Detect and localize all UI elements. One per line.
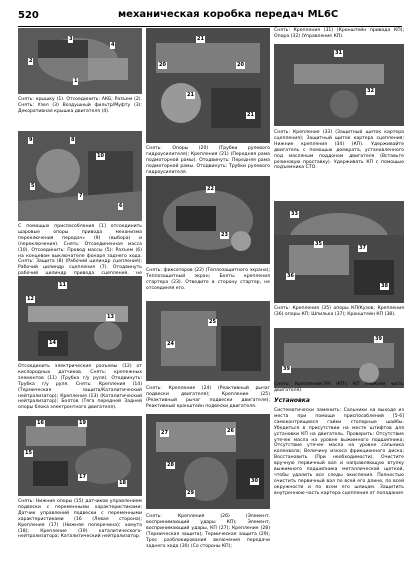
photo-7 xyxy=(146,301,270,381)
photo-label: 8 xyxy=(71,137,75,143)
photo-label: 30 xyxy=(251,478,258,484)
photo-label: 2 xyxy=(29,58,33,64)
photo-label: 14 xyxy=(49,340,56,346)
photo-label: 21 xyxy=(247,112,254,118)
photo-label: 39 xyxy=(375,336,382,342)
photo-label: 13 xyxy=(107,314,114,320)
photo-label: 23 xyxy=(221,232,228,238)
photo-label: 24 xyxy=(167,341,174,347)
photo-label: 5 xyxy=(31,183,35,189)
photo-9 xyxy=(274,44,404,126)
step-text: Отсоединить электрические разъемы (12) от кислородных датчиков. Снять: крепежных элементов (11) (Трубка г/у руля). Отодвинуть: Трубка г/у руля. Снять: Крепления (14) (Термическая защита/Каталитический нейтрализатор); Крепления (13) (Каталитический нейтрализатор); Болтов (Тяга передней Задней опоры блока электронтного двигателя). xyxy=(18,364,142,411)
photo-label: 27 xyxy=(161,430,168,436)
photo-label: 38 xyxy=(381,283,388,289)
page-title: механическая коробка передач ML6C xyxy=(118,9,339,20)
photo-label: 39 xyxy=(283,366,290,372)
photo-label: 31 xyxy=(335,50,342,56)
step-text: Снять: Опоры (20) (Трубки рулевого гидроусилителя); Крепления (21) (Передняя рама подмоторной рамы). Отодвинуть: Передняя рама подмоторной рамы. Отодвинуть: Трубки рулевого гидроусилителя. xyxy=(146,146,270,175)
photo-label: 4 xyxy=(111,42,115,48)
step-text: Снять: фиксаторов (22) (Теплозащитного экрана); Теплозащитный экран; Болты крепления стартера (23). Отведите в сторону стартер, не отсоединяя его. xyxy=(146,268,270,291)
photo-label: 21 xyxy=(197,36,204,42)
photo-label: 33 xyxy=(291,211,298,217)
photo-label: 21 xyxy=(187,92,194,98)
photo-label: 12 xyxy=(27,296,34,302)
step-text: Снять: Крепления (31) (Кронштейн привода КП); Опора (32) (Управление КП). xyxy=(274,28,404,39)
photo-4 xyxy=(18,416,142,496)
photo-label: 36 xyxy=(287,273,294,279)
photo-label: 6 xyxy=(119,203,123,209)
step-text: Снять: Крепления (26) (Элемент, воспринимающий удары КП); Элемент, воспринимающий удары, КП (27); Крепление (28) (Термическая защита); Термическая защита (29); Трос разблокирования включения передачи заднего хода (30) (Со стороны КП); xyxy=(146,514,270,549)
photo-label: 18 xyxy=(119,480,126,486)
photo-label: 1 xyxy=(74,78,78,84)
photo-label: 20 xyxy=(237,62,244,68)
photo-label: 11 xyxy=(59,282,66,288)
step-text: С помощью приспособления [1] отсоединить шаровые опоры привода механизма переключения передач» (9) (выбора) и (переключения). Снять: Отсоединенная масса (10). Отсоединить: Провод массы (5): Разъем (6) на концевом выключателе фонаря заднего хода. Снять: Защита (8) (Рабочий цилиндр сцепления); Рабочий цилиндр сцепления (7). Отодвинуть рабочий цилиндр привода сцепления, не xyxy=(18,224,142,277)
photo-5 xyxy=(146,28,270,143)
photo-3 xyxy=(18,276,142,361)
photo-2 xyxy=(18,131,142,221)
photo-label: 20 xyxy=(159,62,166,68)
step-text: Снять: крышку (1). Отсоединить: АКБ; Разъем (2). Снять: Узел (3) Воздушный фильтр/Муфту (3): Декоративная крышка двигателя (4). xyxy=(18,97,142,114)
photo-label: 9 xyxy=(29,137,33,143)
photo-label: 37 xyxy=(359,245,366,251)
photo-label: 3 xyxy=(69,36,73,42)
page-header xyxy=(18,6,402,27)
photo-8 xyxy=(146,414,270,509)
page-number: 520 xyxy=(18,10,39,21)
step-text: Систематически заменить: Сальники на выходе из места при помощи приспособлений [5-6] самоконтрящиеся гайки стопорные шайбы. Убедиться в присутствии на месте штифтов для установки КП на двигатель. Проверить: Отсутствие утечек масла на уровне выжимного подшипника; Отсутствие утечек масла на уровне сальника коленвала; Величину износа фрикционного диска; Восстановить (При необходимости). Очистите вручную первичный вал и направляющую втулку выжимного подшипника металлической щеткой, чтобы удалить все следы окисления. Полностью очистить первичный вал по всей его длине, по всей окружности и по всем его шлицам. Защитить внутреннюю часть картера сцепления от попадания xyxy=(274,408,404,496)
photo-label: 7 xyxy=(79,193,83,199)
photo-label: 32 xyxy=(367,88,374,94)
photo-1 xyxy=(18,28,142,94)
step-text: Снять: Крепления(39) (КП); КП (Нижняя часть двигателя). xyxy=(274,382,404,393)
photo-label: 17 xyxy=(79,474,86,480)
photo-label: 26 xyxy=(227,428,234,434)
photo-6 xyxy=(146,176,270,264)
step-text: Снять: Крепление (24) (Реактивный рычаг подвески двигателя); Крепление (25) (Реактивный рычаг подвески двигателя); Реактивный кронштейн подвески двигателя. xyxy=(146,386,270,409)
photo-11 xyxy=(274,235,404,303)
photo-label: 10 xyxy=(97,153,104,159)
photo-label: 25 xyxy=(209,319,216,325)
photo-label: 19 xyxy=(79,420,86,426)
section-heading: Установка xyxy=(274,397,310,404)
step-text: Снять: Крепления (35) опоры КП/Кузов; Крепления (36) опоры КП; Шпилька (37); Кронштейн КП (38). xyxy=(274,306,404,317)
photo-label: 22 xyxy=(207,186,214,192)
photo-12 xyxy=(274,328,404,388)
photo-label: 28 xyxy=(167,462,174,468)
photo-label: 35 xyxy=(315,241,322,247)
photo-label: 16 xyxy=(37,420,44,426)
step-text: Снять: Крепления (33) (Защитный щиток картера сцепления); Защитный щиток картера сцепления; Нижние крепления (34) (КП). Удерживайте двигатель с помощью домкрата, установленного под масляным поддоном двигателя (Вставьте резиновую проставку). Удерживать КП с помощью подъемника СТО. xyxy=(274,130,404,171)
step-text: Снять: Нижние опоры (15) датчиков управлением подвески с переменными характеристиками; Датчик управлений подвески с переменными характеристиками (16 (Левая сторона); Крепления (17) (Нижняя поперечина); хомута (18); Крепление (19) каталитического-нейтрализатора; Каталитический нейтрализатор. xyxy=(18,499,142,540)
photo-label: 29 xyxy=(187,490,194,496)
photo-label: 15 xyxy=(25,450,32,456)
